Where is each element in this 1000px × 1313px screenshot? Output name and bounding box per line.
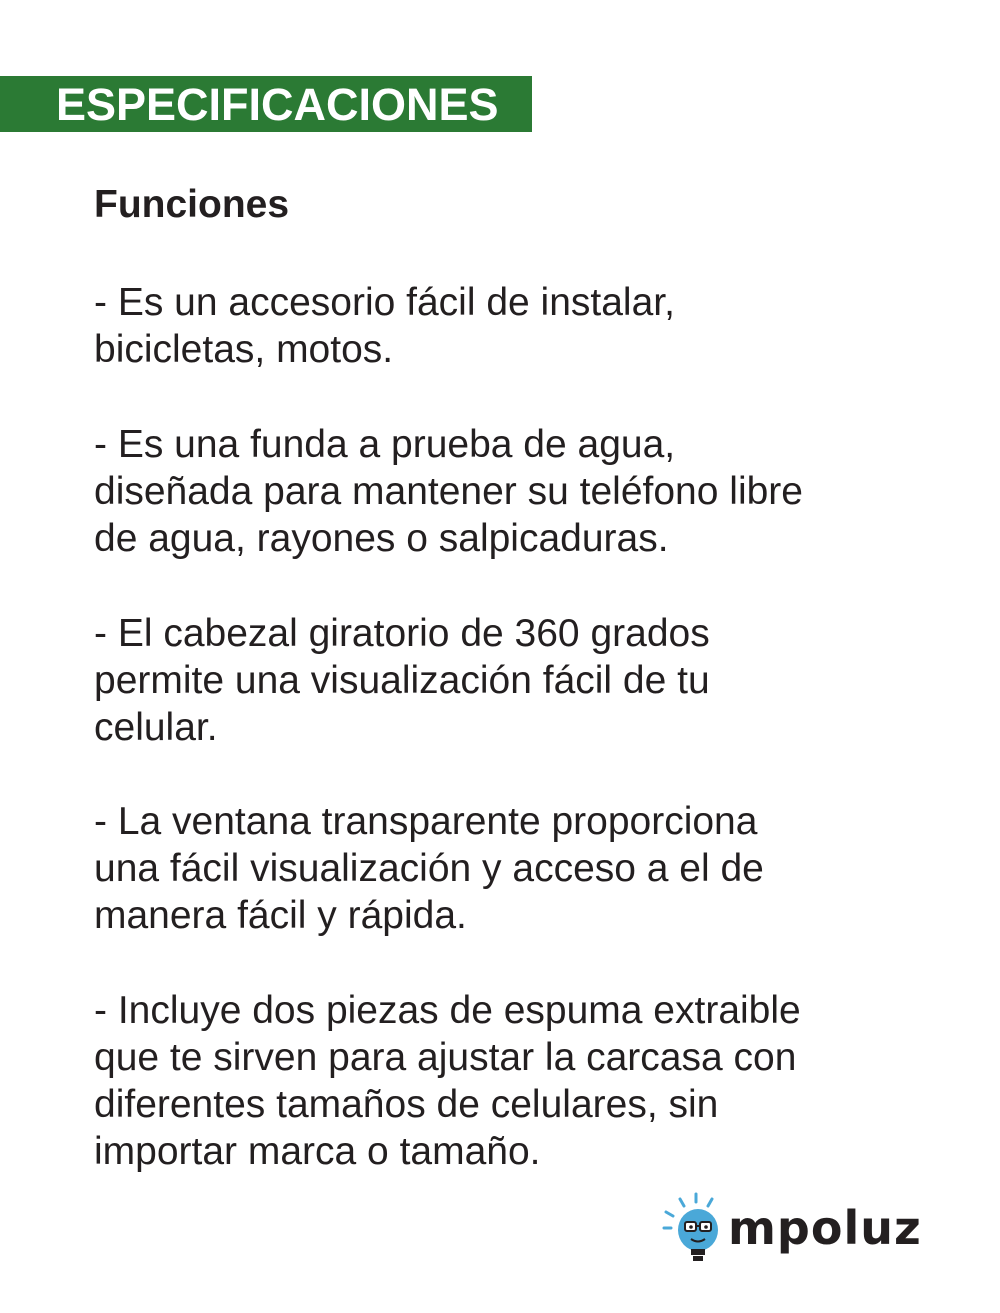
spec-line: diseñada para mantener su teléfono libre	[94, 470, 803, 513]
spec-line: bicicletas, motos.	[94, 328, 394, 371]
spec-line: - La ventana transparente proporciona	[94, 800, 758, 843]
brand-logo-text: mpoluz	[728, 1201, 922, 1255]
spec-line: importar marca o tamaño.	[94, 1130, 541, 1173]
spec-paragraph-3	[94, 610, 710, 751]
spec-line: diferentes tamaños de celulares, sin	[94, 1083, 719, 1126]
spec-line: una fácil visualización y acceso a el de	[94, 847, 764, 890]
spec-paragraph-1	[94, 279, 675, 373]
spec-line: manera fácil y rápida.	[94, 894, 467, 937]
brand-logo	[658, 1190, 938, 1270]
spec-paragraph-4	[94, 798, 764, 939]
spec-paragraph-5	[94, 987, 801, 1175]
spec-line: permite una visualización fácil de tu	[94, 659, 710, 702]
spec-line: de agua, rayones o salpicaduras.	[94, 517, 669, 560]
page-title: ESPECIFICACIONES	[56, 79, 499, 130]
spec-line: - Incluye dos piezas de espuma extraible	[94, 989, 801, 1032]
section-title: Funciones	[94, 183, 290, 226]
spec-line: - Es una funda a prueba de agua,	[94, 423, 676, 466]
lightbulb-mascot-icon	[658, 1190, 738, 1270]
spec-line: - Es un accesorio fácil de instalar,	[94, 281, 675, 324]
spec-paragraph-2	[94, 421, 803, 562]
spec-line: - El cabezal giratorio de 360 grados	[94, 612, 710, 655]
spec-line: celular.	[94, 706, 218, 749]
spec-line: que te sirven para ajustar la carcasa con	[94, 1036, 797, 1079]
